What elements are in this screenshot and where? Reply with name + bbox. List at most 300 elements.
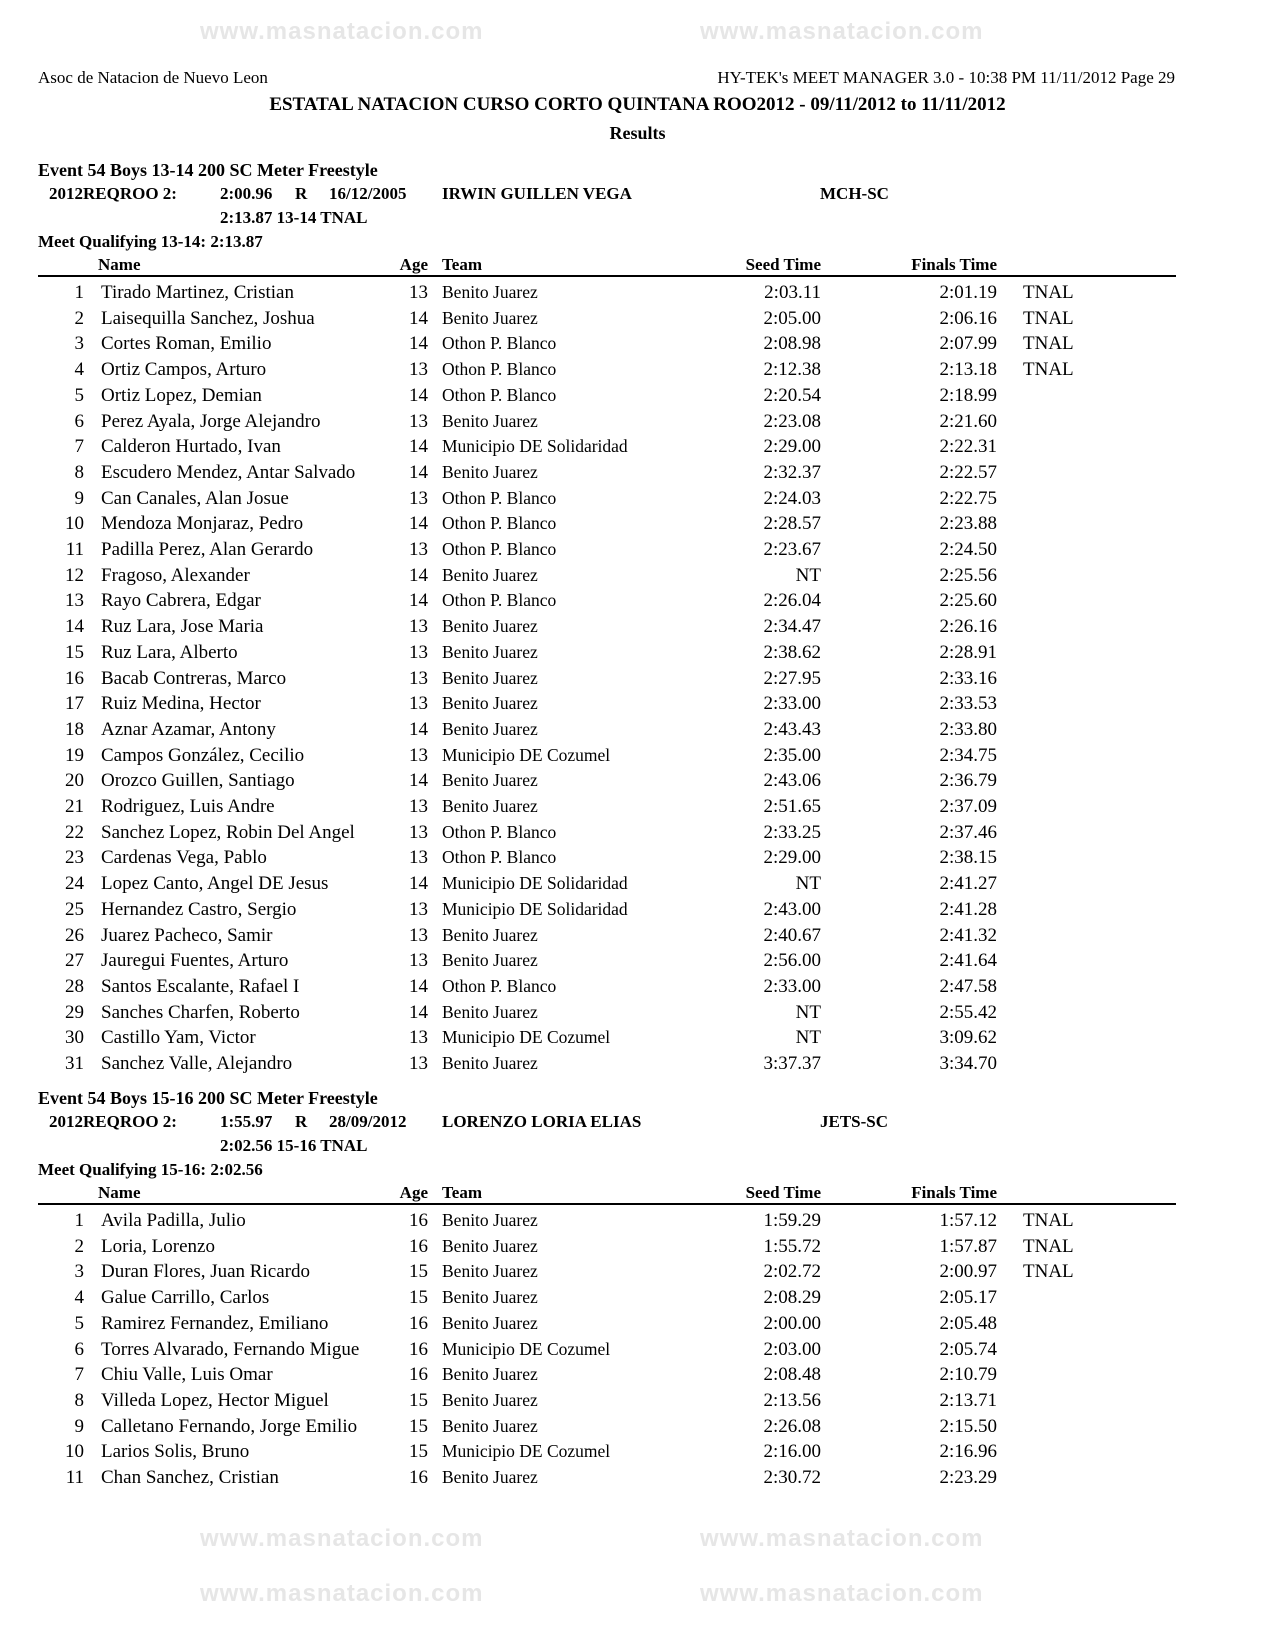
swimmer-name: Ruz Lara, Alberto bbox=[101, 641, 238, 663]
team: Benito Juarez bbox=[442, 693, 538, 714]
age: 13 bbox=[409, 796, 428, 817]
team: Othon P. Blanco bbox=[442, 333, 557, 354]
results-subtitle: Results bbox=[609, 123, 666, 143]
table-row bbox=[0, 383, 1275, 409]
watermark-text: www.masnatacion.com bbox=[200, 18, 484, 45]
seed-time: 2:08.29 bbox=[763, 1287, 821, 1309]
table-row bbox=[0, 434, 1275, 460]
finals-time: 2:26.16 bbox=[939, 616, 997, 638]
header-divider bbox=[38, 275, 1176, 277]
table-row bbox=[0, 666, 1275, 692]
team: Othon P. Blanco bbox=[442, 847, 557, 868]
team: Benito Juarez bbox=[442, 282, 538, 302]
table-row bbox=[0, 460, 1275, 486]
place: 4 bbox=[74, 359, 84, 381]
swimmer-name: Ramirez Fernandez, Emiliano bbox=[101, 1312, 329, 1334]
age: 14 bbox=[409, 873, 428, 895]
finals-time: 2:05.48 bbox=[939, 1312, 997, 1334]
finals-time: 2:13.71 bbox=[939, 1389, 997, 1411]
place: 6 bbox=[74, 410, 84, 432]
swimmer-name: Ortiz Lopez, Demian bbox=[101, 384, 262, 406]
place: 1 bbox=[74, 1210, 84, 1231]
place: 21 bbox=[65, 796, 84, 817]
seed-time: 3:37.37 bbox=[763, 1053, 821, 1074]
table-row bbox=[0, 563, 1275, 589]
age: 14 bbox=[409, 718, 428, 740]
team: Municipio DE Cozumel bbox=[442, 1338, 611, 1359]
age: 13 bbox=[409, 487, 428, 509]
team: Benito Juarez bbox=[442, 950, 538, 971]
team: Benito Juarez bbox=[442, 796, 538, 816]
table-row bbox=[0, 486, 1275, 512]
swimmer-name: Loria, Lorenzo bbox=[101, 1235, 215, 1257]
place: 3 bbox=[74, 333, 84, 355]
swimmer-name: Ortiz Campos, Arturo bbox=[101, 359, 267, 381]
swimmer-name: Mendoza Monjaraz, Pedro bbox=[101, 513, 304, 535]
finals-time: 2:33.80 bbox=[939, 718, 997, 740]
table-row bbox=[0, 820, 1275, 846]
table-row bbox=[0, 357, 1275, 383]
seed-time: 2:43.00 bbox=[763, 898, 821, 920]
header-divider bbox=[38, 1203, 1176, 1205]
record-team: JETS-SC bbox=[820, 1112, 889, 1131]
swimmer-name: Perez Ayala, Jorge Alejandro bbox=[101, 410, 321, 432]
swimmer-name: Calletano Fernando, Jorge Emilio bbox=[101, 1415, 358, 1437]
finals-time: 2:33.16 bbox=[939, 667, 997, 689]
seed-time: 2:38.62 bbox=[763, 641, 821, 663]
swimmer-name: Sanchez Lopez, Robin Del Angel bbox=[101, 821, 355, 843]
table-row bbox=[0, 1414, 1275, 1440]
seed-time: 2:26.08 bbox=[763, 1415, 821, 1437]
column-header-team: Team bbox=[442, 255, 482, 274]
team: Municipio DE Cozumel bbox=[442, 1441, 611, 1462]
age: 15 bbox=[409, 1415, 428, 1437]
place: 28 bbox=[65, 975, 84, 997]
team: Benito Juarez bbox=[442, 1389, 538, 1410]
team: Othon P. Blanco bbox=[442, 487, 557, 508]
place: 8 bbox=[74, 461, 84, 483]
swimmer-name: Bacab Contreras, Marco bbox=[101, 667, 287, 689]
finals-time: 2:07.99 bbox=[939, 333, 997, 355]
swimmer-name: Galue Carrillo, Carlos bbox=[101, 1287, 270, 1309]
swimmer-name: Sanchez Valle, Alejandro bbox=[101, 1053, 293, 1074]
finals-time: 2:22.31 bbox=[939, 436, 997, 458]
place: 10 bbox=[65, 1441, 84, 1463]
age: 14 bbox=[409, 461, 428, 483]
swimmer-name: Jauregui Fuentes, Arturo bbox=[101, 950, 289, 972]
finals-time: 2:00.97 bbox=[939, 1261, 997, 1283]
record-date: 16/12/2005 bbox=[329, 184, 407, 203]
record-label: 2012REQROO 2: bbox=[49, 184, 177, 203]
team: Othon P. Blanco bbox=[442, 590, 557, 611]
qualifier-note: TNAL bbox=[1023, 1210, 1074, 1231]
swimmer-name: Aznar Azamar, Antony bbox=[101, 718, 276, 740]
seed-time: 2:02.72 bbox=[763, 1261, 821, 1283]
swimmer-name: Tirado Martinez, Cristian bbox=[101, 282, 294, 303]
column-header-name: Name bbox=[98, 255, 141, 274]
column-header-seed-time: Seed Time bbox=[745, 255, 821, 274]
event-title: Event 54 Boys 13-14 200 SC Meter Freestyle bbox=[38, 160, 378, 180]
table-row bbox=[0, 897, 1275, 923]
age: 13 bbox=[409, 821, 428, 843]
record-time: 2:00.96 bbox=[220, 184, 273, 203]
meet-qualifying: Meet Qualifying 13-14: 2:13.87 bbox=[38, 232, 263, 251]
software-page-info: HY-TEK's MEET MANAGER 3.0 - 10:38 PM 11/11/2012 Page 29 bbox=[717, 68, 1175, 87]
seed-time: 2:30.72 bbox=[763, 1467, 821, 1488]
finals-time: 3:34.70 bbox=[939, 1053, 997, 1074]
team: Benito Juarez bbox=[442, 1053, 538, 1073]
seed-time: 2:08.48 bbox=[763, 1364, 821, 1386]
finals-time: 2:06.16 bbox=[939, 307, 997, 329]
finals-time: 1:57.12 bbox=[939, 1210, 997, 1231]
age: 13 bbox=[409, 359, 428, 381]
swimmer-name: Padilla Perez, Alan Gerardo bbox=[101, 539, 314, 560]
finals-time: 3:09.62 bbox=[939, 1027, 997, 1049]
age: 16 bbox=[409, 1338, 428, 1360]
place: 3 bbox=[74, 1261, 84, 1283]
seed-time: NT bbox=[795, 873, 821, 895]
team: Othon P. Blanco bbox=[442, 539, 557, 559]
swimmer-name: Orozco Guillen, Santiago bbox=[101, 770, 295, 792]
age: 14 bbox=[409, 975, 428, 997]
watermark-text: www.masnatacion.com bbox=[200, 1525, 484, 1552]
swimmer-name: Chiu Valle, Luis Omar bbox=[101, 1364, 273, 1386]
qualifier-note: TNAL bbox=[1023, 359, 1074, 381]
age: 15 bbox=[409, 1441, 428, 1463]
team: Benito Juarez bbox=[442, 1261, 538, 1282]
record-team: MCH-SC bbox=[820, 184, 889, 203]
seed-time: 2:40.67 bbox=[763, 924, 821, 946]
age: 15 bbox=[409, 1389, 428, 1411]
place: 19 bbox=[65, 744, 84, 766]
table-row bbox=[0, 691, 1275, 717]
place: 29 bbox=[65, 1001, 84, 1023]
finals-time: 2:38.15 bbox=[939, 847, 997, 869]
age: 16 bbox=[409, 1235, 428, 1257]
team: Othon P. Blanco bbox=[442, 384, 557, 405]
seed-time: 2:33.25 bbox=[763, 821, 821, 843]
swimmer-name: Villeda Lopez, Hector Miguel bbox=[101, 1389, 329, 1411]
age: 13 bbox=[409, 1027, 428, 1049]
finals-time: 2:55.42 bbox=[939, 1001, 997, 1023]
finals-time: 2:23.29 bbox=[939, 1467, 997, 1488]
table-row bbox=[0, 331, 1275, 357]
qualifier-note: TNAL bbox=[1023, 307, 1074, 329]
table-row bbox=[0, 614, 1275, 640]
record-label: 2012REQROO 2: bbox=[49, 1112, 177, 1131]
team: Othon P. Blanco bbox=[442, 975, 557, 996]
table-row bbox=[0, 1285, 1275, 1311]
finals-time: 2:41.64 bbox=[939, 950, 997, 972]
finals-time: 2:05.74 bbox=[939, 1338, 997, 1360]
seed-time: 1:55.72 bbox=[763, 1235, 821, 1257]
place: 16 bbox=[65, 667, 84, 689]
column-header-seed-time: Seed Time bbox=[745, 1183, 821, 1202]
swimmer-name: Torres Alvarado, Fernando Migue bbox=[101, 1338, 360, 1360]
place: 26 bbox=[65, 924, 84, 946]
swimmer-name: Calderon Hurtado, Ivan bbox=[101, 436, 281, 458]
table-row bbox=[0, 1311, 1275, 1337]
seed-time: 2:33.00 bbox=[763, 693, 821, 715]
seed-time: 2:23.67 bbox=[763, 539, 821, 560]
swimmer-name: Ruz Lara, Jose Maria bbox=[101, 616, 264, 638]
table-row bbox=[0, 923, 1275, 949]
table-row bbox=[0, 588, 1275, 614]
record-flag: R bbox=[295, 184, 308, 203]
meet-title: ESTATAL NATACION CURSO CORTO QUINTANA ROO2012 - 09/11/2012 to 11/11/2012 bbox=[269, 94, 1006, 115]
meet-qualifying: Meet Qualifying 15-16: 2:02.56 bbox=[38, 1160, 263, 1179]
age: 13 bbox=[409, 539, 428, 560]
column-header-age: Age bbox=[399, 1183, 428, 1202]
team: Benito Juarez bbox=[442, 1467, 538, 1487]
age: 16 bbox=[409, 1210, 428, 1231]
finals-time: 2:34.75 bbox=[939, 744, 997, 766]
seed-time: 2:26.04 bbox=[763, 590, 821, 612]
team: Benito Juarez bbox=[442, 641, 538, 662]
qualifier-note: TNAL bbox=[1023, 282, 1074, 303]
table-row bbox=[0, 640, 1275, 666]
team: Othon P. Blanco bbox=[442, 821, 557, 842]
finals-time: 1:57.87 bbox=[939, 1235, 997, 1257]
seed-time: NT bbox=[795, 1001, 821, 1023]
place: 11 bbox=[65, 539, 84, 560]
place: 9 bbox=[74, 487, 84, 509]
finals-time: 2:41.32 bbox=[939, 924, 997, 946]
team: Benito Juarez bbox=[442, 1001, 538, 1022]
age: 13 bbox=[409, 1053, 428, 1074]
team: Benito Juarez bbox=[442, 616, 538, 637]
finals-time: 2:13.18 bbox=[939, 359, 997, 381]
seed-time: 2:12.38 bbox=[763, 359, 821, 381]
seed-time: 2:29.00 bbox=[763, 847, 821, 869]
swimmer-name: Lopez Canto, Angel DE Jesus bbox=[101, 873, 329, 895]
table-row bbox=[0, 1259, 1275, 1285]
team: Benito Juarez bbox=[442, 1364, 538, 1385]
finals-time: 2:10.79 bbox=[939, 1364, 997, 1386]
qualifier-note: TNAL bbox=[1023, 1261, 1074, 1283]
team: Benito Juarez bbox=[442, 924, 538, 945]
team: Benito Juarez bbox=[442, 1210, 538, 1230]
age: 13 bbox=[409, 898, 428, 920]
seed-time: 2:34.47 bbox=[763, 616, 821, 638]
finals-time: 2:37.09 bbox=[939, 796, 997, 817]
seed-time: NT bbox=[795, 1027, 821, 1049]
place: 13 bbox=[65, 590, 84, 612]
seed-time: 2:03.11 bbox=[764, 282, 821, 303]
swimmer-name: Hernandez Castro, Sergio bbox=[101, 898, 297, 920]
place: 24 bbox=[65, 873, 84, 895]
seed-time: 2:24.03 bbox=[763, 487, 821, 509]
place: 2 bbox=[74, 307, 84, 329]
swimmer-name: Juarez Pacheco, Samir bbox=[101, 924, 273, 946]
age: 13 bbox=[409, 924, 428, 946]
column-header-team: Team bbox=[442, 1183, 482, 1202]
place: 31 bbox=[65, 1053, 84, 1074]
age: 15 bbox=[409, 1287, 428, 1309]
finals-time: 2:16.96 bbox=[939, 1441, 997, 1463]
place: 11 bbox=[65, 1467, 84, 1488]
team: Benito Juarez bbox=[442, 564, 538, 585]
finals-time: 2:15.50 bbox=[939, 1415, 997, 1437]
column-header-name: Name bbox=[98, 1183, 141, 1202]
team: Benito Juarez bbox=[442, 410, 538, 431]
place: 10 bbox=[65, 513, 84, 535]
place: 12 bbox=[65, 564, 84, 586]
finals-time: 2:05.17 bbox=[939, 1287, 997, 1309]
place: 5 bbox=[74, 1312, 84, 1334]
swimmer-name: Fragoso, Alexander bbox=[101, 564, 250, 586]
table-row bbox=[0, 1362, 1275, 1388]
swimmer-name: Ruiz Medina, Hector bbox=[101, 693, 261, 715]
team: Municipio DE Solidaridad bbox=[442, 436, 628, 457]
age: 14 bbox=[409, 564, 428, 586]
age: 16 bbox=[409, 1312, 428, 1334]
place: 23 bbox=[65, 847, 84, 869]
age: 13 bbox=[409, 847, 428, 869]
seed-time: 2:43.06 bbox=[763, 770, 821, 792]
age: 13 bbox=[409, 641, 428, 663]
seed-time: 1:59.29 bbox=[763, 1210, 821, 1231]
table-row bbox=[0, 1465, 1275, 1491]
table-row bbox=[0, 306, 1275, 332]
finals-time: 2:25.56 bbox=[939, 564, 997, 586]
place: 22 bbox=[65, 821, 84, 843]
seed-time: 2:00.00 bbox=[763, 1312, 821, 1334]
table-row bbox=[0, 743, 1275, 769]
age: 13 bbox=[409, 410, 428, 432]
place: 7 bbox=[74, 436, 84, 458]
place: 7 bbox=[74, 1364, 84, 1386]
finals-time: 2:21.60 bbox=[939, 410, 997, 432]
seed-time: 2:08.98 bbox=[763, 333, 821, 355]
time-standard: 2:02.56 15-16 TNAL bbox=[220, 1136, 368, 1155]
finals-time: 2:22.75 bbox=[939, 487, 997, 509]
team: Benito Juarez bbox=[442, 307, 538, 328]
finals-time: 2:37.46 bbox=[939, 821, 997, 843]
swimmer-name: Cardenas Vega, Pablo bbox=[101, 847, 267, 869]
place: 14 bbox=[65, 616, 84, 638]
table-row bbox=[0, 409, 1275, 435]
seed-time: 2:43.43 bbox=[763, 718, 821, 740]
age: 14 bbox=[409, 436, 428, 458]
table-row bbox=[0, 871, 1275, 897]
swimmer-name: Chan Sanchez, Cristian bbox=[101, 1467, 279, 1488]
seed-time: 2:23.08 bbox=[763, 410, 821, 432]
team: Benito Juarez bbox=[442, 667, 538, 688]
swimmer-name: Avila Padilla, Julio bbox=[101, 1210, 246, 1231]
place: 17 bbox=[65, 693, 84, 715]
age: 14 bbox=[409, 333, 428, 355]
table-row bbox=[0, 1025, 1275, 1051]
table-row bbox=[0, 1051, 1275, 1077]
table-row bbox=[0, 845, 1275, 871]
age: 14 bbox=[409, 513, 428, 535]
seed-time: NT bbox=[795, 564, 821, 586]
table-row bbox=[0, 717, 1275, 743]
time-standard: 2:13.87 13-14 TNAL bbox=[220, 208, 368, 227]
seed-time: 2:51.65 bbox=[763, 796, 821, 817]
age: 16 bbox=[409, 1364, 428, 1386]
finals-time: 2:22.57 bbox=[939, 461, 997, 483]
age: 14 bbox=[409, 307, 428, 329]
table-row bbox=[0, 1234, 1275, 1260]
swimmer-name: Larios Solis, Bruno bbox=[101, 1441, 250, 1463]
seed-time: 2:28.57 bbox=[763, 513, 821, 535]
place: 9 bbox=[74, 1415, 84, 1437]
seed-time: 2:03.00 bbox=[763, 1338, 821, 1360]
age: 13 bbox=[409, 282, 428, 303]
table-row bbox=[0, 768, 1275, 794]
team: Benito Juarez bbox=[442, 461, 538, 482]
age: 13 bbox=[409, 667, 428, 689]
column-header-finals-time: Finals Time bbox=[911, 255, 997, 274]
record-time: 1:55.97 bbox=[220, 1112, 273, 1131]
table-row bbox=[0, 537, 1275, 563]
finals-time: 2:47.58 bbox=[939, 975, 997, 997]
watermark-text: www.masnatacion.com bbox=[700, 1525, 984, 1552]
seed-time: 2:33.00 bbox=[763, 975, 821, 997]
team: Benito Juarez bbox=[442, 1415, 538, 1436]
finals-time: 2:25.60 bbox=[939, 590, 997, 612]
place: 8 bbox=[74, 1389, 84, 1411]
place: 20 bbox=[65, 770, 84, 792]
team: Benito Juarez bbox=[442, 718, 538, 739]
record-date: 28/09/2012 bbox=[329, 1112, 407, 1131]
qualifier-note: TNAL bbox=[1023, 333, 1074, 355]
place: 30 bbox=[65, 1027, 84, 1049]
place: 18 bbox=[65, 718, 84, 740]
place: 1 bbox=[74, 282, 84, 303]
swimmer-name: Laisequilla Sanchez, Joshua bbox=[101, 307, 315, 329]
place: 2 bbox=[74, 1235, 84, 1257]
finals-time: 2:41.27 bbox=[939, 873, 997, 895]
finals-time: 2:23.88 bbox=[939, 513, 997, 535]
table-row bbox=[0, 974, 1275, 1000]
seed-time: 2:16.00 bbox=[763, 1441, 821, 1463]
age: 14 bbox=[409, 1001, 428, 1023]
place: 15 bbox=[65, 641, 84, 663]
seed-time: 2:29.00 bbox=[763, 436, 821, 458]
seed-time: 2:56.00 bbox=[763, 950, 821, 972]
swimmer-name: Rodriguez, Luis Andre bbox=[101, 796, 275, 817]
watermark-text: www.masnatacion.com bbox=[200, 1580, 484, 1607]
watermark-text: www.masnatacion.com bbox=[700, 1580, 984, 1607]
age: 13 bbox=[409, 950, 428, 972]
age: 14 bbox=[409, 770, 428, 792]
age: 16 bbox=[409, 1467, 428, 1488]
qualifier-note: TNAL bbox=[1023, 1235, 1074, 1257]
age: 13 bbox=[409, 616, 428, 638]
record-flag: R bbox=[295, 1112, 308, 1131]
team: Benito Juarez bbox=[442, 1312, 538, 1333]
swimmer-name: Castillo Yam, Victor bbox=[101, 1027, 256, 1049]
team: Benito Juarez bbox=[442, 770, 538, 791]
team: Benito Juarez bbox=[442, 1287, 538, 1308]
organization-name: Asoc de Natacion de Nuevo Leon bbox=[38, 68, 268, 87]
team: Municipio DE Solidaridad bbox=[442, 898, 628, 919]
age: 13 bbox=[409, 693, 428, 715]
team: Municipio DE Cozumel bbox=[442, 1027, 611, 1048]
swimmer-name: Rayo Cabrera, Edgar bbox=[101, 590, 261, 612]
seed-time: 2:05.00 bbox=[763, 307, 821, 329]
finals-time: 2:41.28 bbox=[939, 898, 997, 920]
record-holder: IRWIN GUILLEN VEGA bbox=[442, 184, 632, 203]
seed-time: 2:13.56 bbox=[763, 1389, 821, 1411]
place: 5 bbox=[74, 384, 84, 406]
age: 15 bbox=[409, 1261, 428, 1283]
column-header-finals-time: Finals Time bbox=[911, 1183, 997, 1202]
place: 27 bbox=[65, 950, 84, 972]
